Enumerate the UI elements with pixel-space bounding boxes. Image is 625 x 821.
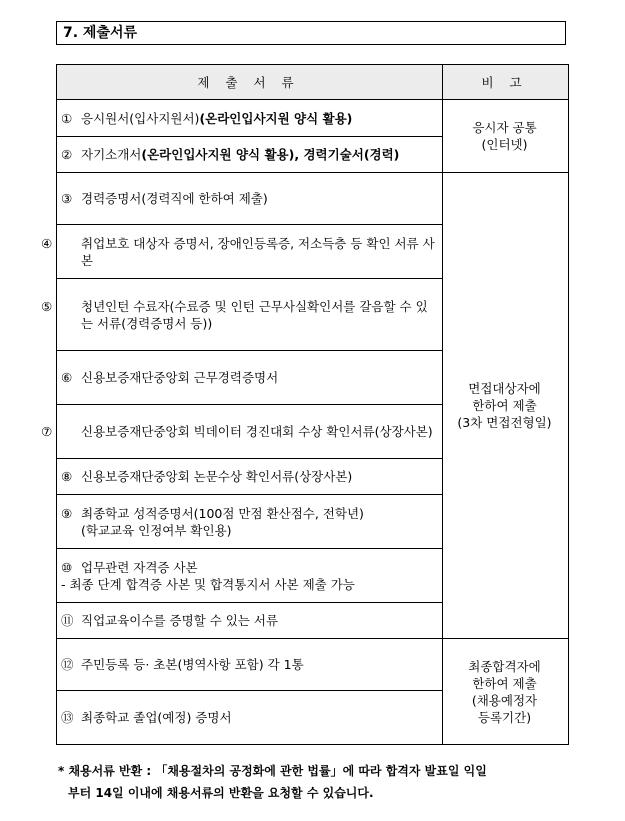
item-text: 주민등록 등· 초본(병역사항 포함) 각 1통 xyxy=(81,657,304,672)
document-cell xyxy=(41,279,443,351)
item-number: ⑥ xyxy=(61,370,73,385)
item-number: ⑧ xyxy=(61,469,73,484)
document-cell xyxy=(57,549,443,603)
document-cell xyxy=(57,173,443,225)
header-documents: 제 출 서 류 xyxy=(57,65,443,100)
document-cell xyxy=(57,639,443,691)
header-note: 비 고 xyxy=(443,65,569,100)
item-text: 취업보호 대상자 증명서, 장애인등록증, 저소득층 등 확인 서류 사본 xyxy=(81,235,435,268)
item-number: ⑩ xyxy=(61,559,73,575)
item-number: ① xyxy=(61,110,73,126)
note-line: (채용예정자 xyxy=(471,692,538,708)
section-title: 7. 제출서류 xyxy=(56,21,566,45)
item-text-line2: - 최종 단계 합격증 사본 및 합격통지서 사본 제출 가능 xyxy=(61,576,355,592)
item-number: ④ xyxy=(41,235,53,251)
item-number: ⑪ xyxy=(61,613,74,628)
note-interviewees xyxy=(443,173,569,639)
item-text-line2: (학교교육 인정여부 확인용) xyxy=(81,522,232,538)
document-cell xyxy=(57,100,443,137)
item-number: ⑬ xyxy=(61,710,74,725)
document-cell xyxy=(57,459,443,495)
item-number: ③ xyxy=(61,191,73,206)
item-number: ⑫ xyxy=(61,657,74,672)
document-cell xyxy=(41,225,443,279)
return-policy-footnote xyxy=(58,760,570,804)
note-line: (인터넷) xyxy=(481,137,528,152)
item-number: ⑤ xyxy=(41,298,53,314)
item-text: 업무관련 자격증 사본 xyxy=(81,559,198,575)
item-number: ⑦ xyxy=(41,424,53,439)
item-text: 응시원서(입사지원서) xyxy=(81,110,200,126)
note-applicants-common xyxy=(443,100,569,173)
item-number: ② xyxy=(61,147,73,162)
note-line: 면접대상자에 xyxy=(468,381,541,396)
item-text: 신용보증재단중앙회 논문수상 확인서류(상장사본) xyxy=(81,469,353,484)
item-text: 경력증명서(경력직에 한하여 제출) xyxy=(81,191,268,206)
item-text: 신용보증재단중앙회 빅데이터 경진대회 수상 확인서류(상장사본) xyxy=(81,424,433,439)
note-line: 응시자 공통 xyxy=(472,120,537,135)
item-number: ⑨ xyxy=(61,505,73,521)
note-line: 최종합격자에 xyxy=(468,658,541,674)
table-row xyxy=(57,100,569,137)
note-line: 한하여 제출 xyxy=(472,398,537,413)
note-line: 등록기간) xyxy=(477,709,532,725)
footnote-line: * 채용서류 반환 : 「채용절차의 공정화에 관한 법률」에 따라 합격자 발표일 익일 xyxy=(58,764,487,778)
item-text-bold: (온라인입사지원 양식 활용) xyxy=(199,110,353,126)
note-final-hires xyxy=(443,639,569,745)
document-cell xyxy=(57,691,443,745)
note-line: (3차 면접전형일) xyxy=(457,415,552,430)
item-text: 최종학교 졸업(예정) 증명서 xyxy=(81,710,232,725)
document-cell xyxy=(57,137,443,173)
document-cell xyxy=(57,603,443,639)
item-text: 청년인턴 수료자(수료증 및 인턴 근무사실확인서를 갈음할 수 있는 서류(경력증명서 등)) xyxy=(81,298,428,331)
item-text: 직업교육이수를 증명할 수 있는 서류 xyxy=(81,613,279,628)
item-text: 최종학교 성적증명서(100점 만점 환산점수, 전학년) xyxy=(81,505,364,521)
submission-documents-table xyxy=(41,64,569,745)
item-text: 신용보증재단중앙회 근무경력증명서 xyxy=(81,370,279,385)
document-cell xyxy=(57,495,443,549)
document-cell xyxy=(41,405,443,459)
note-line: 한하여 제출 xyxy=(472,675,537,691)
item-text: 자기소개서 xyxy=(81,147,142,162)
document-cell xyxy=(57,351,443,405)
table-row xyxy=(57,639,569,691)
table-row xyxy=(57,173,569,225)
item-text-bold: (온라인입사지원 양식 활용), 경력기술서(경력) xyxy=(141,147,400,162)
footnote-line: 부터 14일 이내에 채용서류의 반환을 요청할 수 있습니다. xyxy=(68,786,374,800)
table-header-row xyxy=(57,65,569,100)
